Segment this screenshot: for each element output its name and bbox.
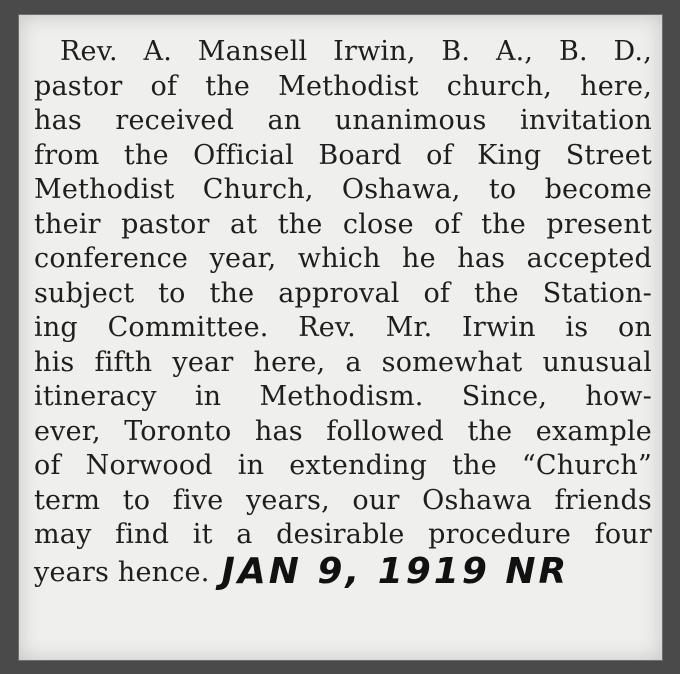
article-line: Rev. A. Mansell Irwin, B. A., B. D.,	[60, 36, 652, 67]
article-line: pastor of the Methodist church, here,	[34, 70, 652, 102]
article-line: ever, Toronto has followed the example	[34, 415, 652, 447]
article-last-line	[34, 550, 652, 592]
article-line: has received an unanimous invitation	[34, 105, 652, 136]
newspaper-clipping	[18, 14, 663, 661]
article-line: subject to the approval of the Station-	[34, 277, 652, 309]
article-line: conference year, which he has accepted	[34, 243, 652, 274]
article-line-text: years hence.	[34, 556, 210, 588]
article-line: ing Committee. Rev. Mr. Irwin is on	[34, 312, 652, 343]
article-line: their pastor at the close of the present	[34, 208, 652, 240]
article-line: from the Official Board of King Street	[34, 139, 652, 171]
handwritten-date-note: JAN 9, 1919 NR	[221, 550, 570, 592]
article-line: of Norwood in extending the “Church”	[34, 450, 652, 481]
article-body	[34, 35, 652, 592]
article-line: term to five years, our Oshawa friends	[34, 484, 652, 516]
article-line: may find it a desirable procedure four	[34, 519, 652, 550]
article-line: his fifth year here, a somewhat unusual	[34, 346, 652, 378]
article-line: itineracy in Methodism. Since, how-	[34, 381, 652, 412]
article-line: Methodist Church, Oshawa, to become	[34, 174, 652, 205]
